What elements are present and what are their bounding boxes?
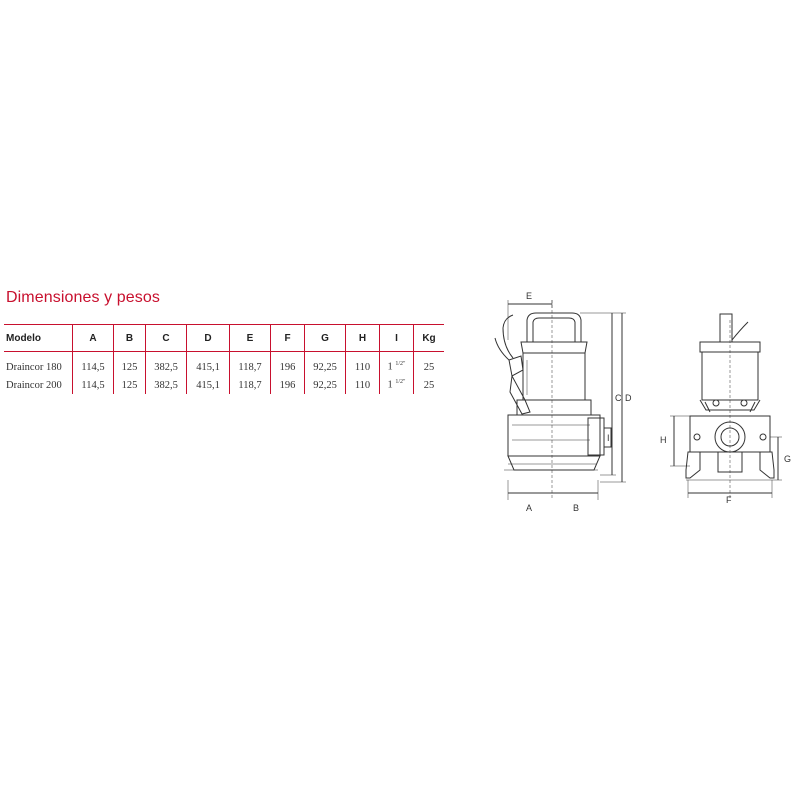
cell-i bbox=[380, 352, 414, 377]
cell-b: 125 bbox=[114, 376, 146, 394]
dim-label-g: G bbox=[784, 454, 792, 464]
cell-i-sup: 1/2" bbox=[395, 361, 406, 368]
dim-label-e: E bbox=[526, 291, 533, 301]
cell-a: 114,5 bbox=[73, 376, 114, 394]
header-d: D bbox=[187, 325, 230, 352]
cell-i-main: 1 bbox=[387, 379, 393, 391]
table-row bbox=[4, 352, 444, 377]
cell-model: Draincor 200 bbox=[6, 379, 62, 391]
header-g: G bbox=[305, 325, 346, 352]
cell-i-sup: 1/2" bbox=[395, 379, 406, 386]
header-kg: Kg bbox=[414, 325, 445, 352]
cell-e: 118,7 bbox=[230, 352, 271, 377]
header-a: A bbox=[73, 325, 114, 352]
cell-kg: 25 bbox=[414, 352, 445, 377]
dim-label-i: I bbox=[607, 433, 610, 443]
table-row bbox=[4, 376, 444, 394]
cell-e: 118,7 bbox=[230, 376, 271, 394]
pump-dimension-drawing bbox=[480, 283, 796, 515]
dim-label-h: H bbox=[660, 435, 667, 445]
cell-kg: 25 bbox=[414, 376, 445, 394]
header-modelo: Modelo bbox=[4, 325, 73, 352]
cell-c: 382,5 bbox=[146, 352, 187, 377]
dim-label-a: A bbox=[526, 503, 533, 513]
dim-label-c: C bbox=[615, 393, 622, 403]
cell-b: 125 bbox=[114, 352, 146, 377]
table-header-row bbox=[4, 325, 444, 352]
section-title: Dimensiones y pesos bbox=[6, 289, 160, 306]
cell-i bbox=[380, 376, 414, 394]
cell-h: 110 bbox=[346, 352, 380, 377]
dim-label-b: B bbox=[573, 503, 580, 513]
cell-g: 92,25 bbox=[305, 352, 346, 377]
header-i: I bbox=[380, 325, 414, 352]
cell-i-main: 1 bbox=[387, 361, 393, 373]
cell-model: Draincor 180 bbox=[6, 361, 62, 373]
header-h: H bbox=[346, 325, 380, 352]
cell-c: 382,5 bbox=[146, 376, 187, 394]
header-b: B bbox=[114, 325, 146, 352]
pump-side-view bbox=[495, 300, 626, 500]
cell-a: 114,5 bbox=[73, 352, 114, 377]
cell-d: 415,1 bbox=[187, 376, 230, 394]
cell-g: 92,25 bbox=[305, 376, 346, 394]
dim-label-f: F bbox=[726, 495, 732, 505]
header-c: C bbox=[146, 325, 187, 352]
header-f: F bbox=[271, 325, 305, 352]
dim-label-d: D bbox=[625, 393, 632, 403]
cell-f: 196 bbox=[271, 352, 305, 377]
cell-d: 415,1 bbox=[187, 352, 230, 377]
header-e: E bbox=[230, 325, 271, 352]
cell-f: 196 bbox=[271, 376, 305, 394]
cell-h: 110 bbox=[346, 376, 380, 394]
dimensions-table bbox=[4, 324, 444, 394]
pump-front-view bbox=[670, 314, 782, 500]
